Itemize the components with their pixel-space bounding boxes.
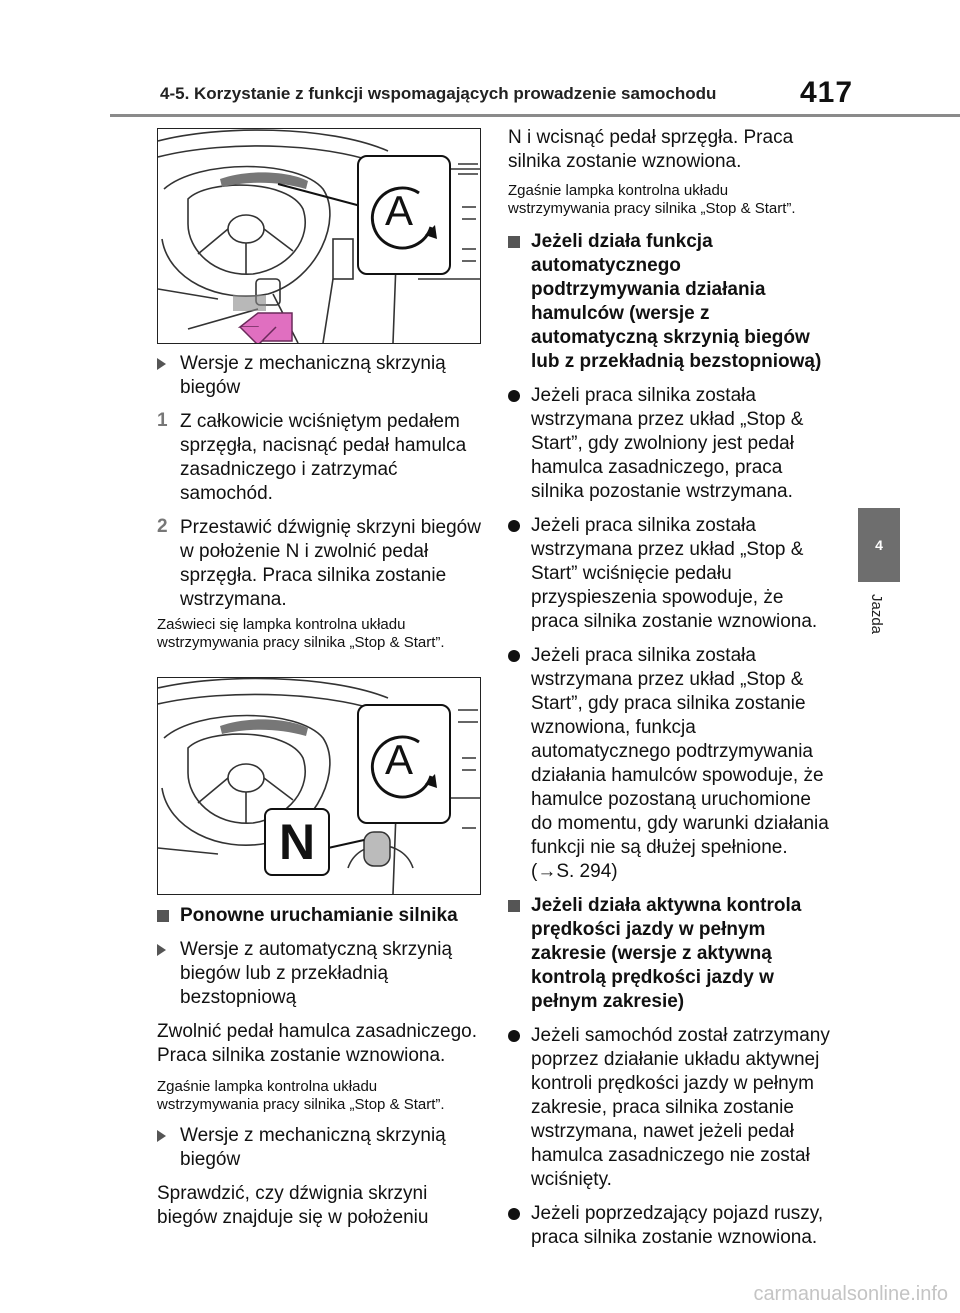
- note-indicator-off-2: Zgaśnie lampka kontrolna układu wstrzymywania pracy silnika „Stop & Start”.: [508, 182, 796, 217]
- stop-start-icon-letter: A: [384, 187, 413, 234]
- figure-stop-start-button: [157, 128, 481, 344]
- footer-watermark: carmanualsonline.info: [753, 1283, 948, 1305]
- chapter-tab[interactable]: [858, 508, 900, 582]
- header-rule: [110, 114, 960, 117]
- step-number: 1: [157, 410, 168, 431]
- bullet-text: Jeżeli praca silnika została wstrzymana przez układ „Stop & Start” wciśnięcie pedału przyspieszenia spowoduje, że praca silnika zostanie wznowiona.: [531, 515, 818, 632]
- bullet-dot-icon: [508, 1208, 520, 1220]
- bullet-item: [508, 1202, 830, 1250]
- note-indicator-on: Zaświeci się lampka kontrolna układu wstrzymywania pracy silnika „Stop & Start”.: [157, 616, 445, 651]
- heading-text: Jeżeli działa funkcja automatycznego podtrzymywania działania hamulców (wersje z automatyczną skrzynią biegów lub z przekładnią bezstopniową): [531, 231, 822, 372]
- square-marker-icon: [508, 900, 520, 912]
- bullet-text: Jeżeli poprzedzający pojazd ruszy, praca silnika zostanie wznowiona.: [531, 1203, 824, 1248]
- bullet-item: [508, 1024, 830, 1192]
- square-marker-icon: [508, 236, 520, 248]
- right-column: [508, 126, 830, 1250]
- press-arrow-icon: [236, 305, 296, 344]
- step-1: [157, 410, 482, 506]
- manual-version-text: Wersje z mechaniczną skrzynią biegów: [180, 1125, 446, 1170]
- triangle-marker-icon: [157, 358, 166, 370]
- triangle-marker-icon: [157, 1130, 166, 1142]
- heading-text: Jeżeli działa aktywna kontrola prędkości jazdy w pełnym zakresie (wersje z aktywną kontrolą prędkości jazdy w pełnym zakresie): [531, 895, 802, 1012]
- step-text: Przestawić dźwignię skrzyni biegów w położenie N i zwolnić pedał sprzęgła. Praca silnika zostanie wstrzymana.: [180, 517, 481, 610]
- bullet-dot-icon: [508, 520, 520, 532]
- left-column-lower: [157, 904, 482, 1230]
- bullet-item: [508, 514, 830, 634]
- continued-text: N i wcisnąć pedał sprzęgła. Praca silnika zostanie wznowiona.: [508, 127, 794, 172]
- auto-version-text: Wersje z automatyczną skrzynią biegów lub z przekładnią bezstopniową: [180, 939, 453, 1008]
- note-indicator-off: Zgaśnie lampka kontrolna układu wstrzymywania pracy silnika „Stop & Start”.: [157, 1078, 445, 1113]
- auto-version-subheading: [157, 938, 482, 1010]
- page-number: 417: [800, 76, 854, 109]
- step-2: [157, 516, 482, 612]
- manual-version-text: Wersje z mechaniczną skrzynią biegów: [180, 353, 446, 398]
- release-brake-text: Zwolnić pedał hamulca zasadniczego. Praca silnika zostanie wznowiona.: [157, 1021, 478, 1066]
- restart-heading: [157, 904, 482, 928]
- chapter-label: Jazda: [868, 594, 885, 635]
- bullet-item: [508, 644, 830, 884]
- header-title: 4-5. Korzystanie z funkcji wspomagających prowadzenie samochodu: [160, 84, 717, 103]
- gear-n-callout: N: [264, 808, 330, 876]
- bullet-item: [508, 384, 830, 504]
- stop-start-button-callout: [357, 155, 451, 275]
- heading-auto-brake-hold: [508, 230, 830, 374]
- square-marker-icon: [157, 910, 169, 922]
- bullet-dot-icon: [508, 1030, 520, 1042]
- step-number: 2: [157, 516, 168, 537]
- manual-version-subheading: [157, 352, 482, 400]
- bullet-text: Jeżeli samochód został zatrzymany poprzez działanie układu aktywnej kontroli prędkości jazdy w pełnym zakresie, praca silnika zostanie wstrzymana, nawet jeżeli pedał hamulca zasadniczego nie został wciśnięty.: [531, 1025, 830, 1190]
- left-column: [157, 352, 482, 652]
- bullet-dot-icon: [508, 390, 520, 402]
- bullet-text: Jeżeli praca silnika została wstrzymana przez układ „Stop & Start”, gdy zwolniony jest pedał hamulca zasadniczego, praca silnika pozostanie wstrzymana.: [531, 385, 804, 502]
- bullet-text: Jeżeli praca silnika została wstrzymana przez układ „Stop & Start”, gdy praca silnika zostanie wznowiona, funkcja automatycznego podtrzymywania działania hamulców spowoduje, że hamulce pozostaną uruchomione do momentu, gdy warunki działania funkcji nie są dłużej spełnione. (→S. 294): [531, 645, 829, 882]
- stop-start-icon-letter: A: [384, 736, 413, 783]
- manual-version-subheading-2: [157, 1124, 482, 1172]
- chapter-number: 4: [875, 537, 883, 553]
- stop-start-button-callout: [357, 704, 451, 824]
- heading-active-cruise: [508, 894, 830, 1014]
- step-text: Z całkowicie wciśniętym pedałem sprzęgła, nacisnąć pedał hamulca zasadniczego i zatrzymać samochód.: [180, 411, 467, 504]
- figure-gear-neutral: [157, 677, 481, 895]
- triangle-marker-icon: [157, 944, 166, 956]
- restart-heading-text: Ponowne uruchamianie silnika: [180, 905, 458, 926]
- bullet-dot-icon: [508, 650, 520, 662]
- check-lever-text: Sprawdzić, czy dźwignia skrzyni biegów znajduje się w położeniu: [157, 1183, 429, 1228]
